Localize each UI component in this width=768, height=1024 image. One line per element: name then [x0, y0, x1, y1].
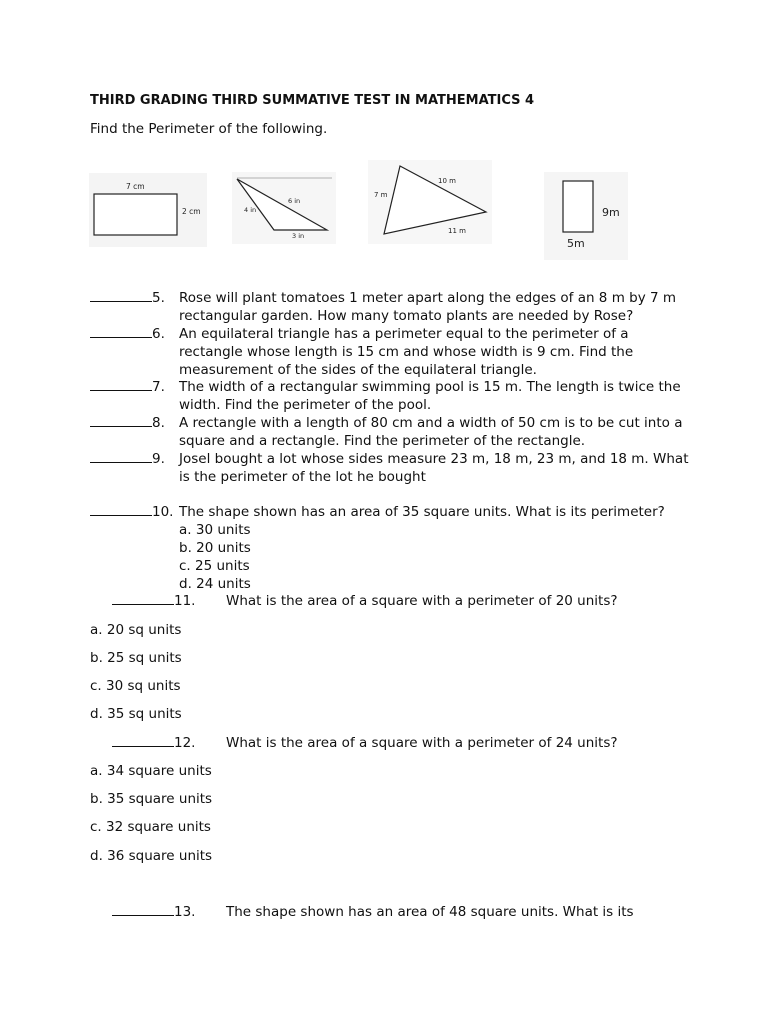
question-text: What is the area of a square with a perimeter of 20 units?: [226, 593, 618, 609]
tall-rectangle-figure: [544, 172, 628, 260]
page-title: THIRD GRADING THIRD SUMMATIVE TEST IN MATHEMATICS 4: [90, 93, 535, 108]
question-text: Josel bought a lot whose sides measure 23 m, 18 m, 23 m, and 18 m. What is the perimeter of the lot he bought: [179, 451, 689, 485]
tallrect-side-label: 9m: [602, 206, 620, 219]
tri2-left-label: 7 m: [374, 191, 388, 199]
question-6: [90, 325, 690, 379]
option-b: b. 20 units: [179, 540, 251, 556]
question-7: [90, 378, 690, 414]
tri1-top-label: 6 in: [288, 197, 301, 205]
answer-blank[interactable]: [90, 326, 152, 338]
question-text: An equilateral triangle has a perimeter equal to the perimeter of a rectangle whose length is 15 cm and whose width is 9 cm. Find the measurement of the sides of the equilateral triangle.: [179, 326, 634, 378]
question-9: [90, 450, 690, 486]
answer-blank[interactable]: [90, 379, 152, 391]
answer-blank[interactable]: [112, 593, 174, 605]
scalene-triangle-figure: [368, 160, 492, 244]
question-text: Rose will plant tomatoes 1 meter apart along the edges of an 8 m by 7 m rectangular garden. How many tomato plants are needed by Rose?: [179, 290, 677, 324]
question-number: 7.: [152, 379, 165, 395]
tri1-left-label: 4 in: [244, 206, 257, 214]
answer-blank[interactable]: [90, 290, 152, 302]
tri2-top-label: 10 m: [438, 177, 456, 185]
option-c: c. 25 units: [179, 558, 250, 574]
rect-side-label: 2 cm: [182, 207, 201, 216]
answer-blank[interactable]: [112, 735, 174, 747]
question-number: 11.: [174, 593, 196, 609]
question-5: [90, 289, 690, 325]
rectangle-figure: [88, 172, 208, 250]
option-d: d. 35 sq units: [90, 706, 182, 722]
answer-blank[interactable]: [112, 904, 174, 916]
question-number: 9.: [152, 451, 165, 467]
question-number: 10.: [152, 504, 174, 520]
question-text: The shape shown has an area of 35 square units. What is its perimeter?: [179, 504, 665, 520]
question-number: 6.: [152, 326, 165, 342]
tri1-bottom-label: 3 in: [292, 232, 305, 240]
tallrect-bottom-label: 5m: [567, 237, 585, 250]
instruction: Find the Perimeter of the following.: [90, 121, 328, 137]
question-text: The width of a rectangular swimming pool is 15 m. The length is twice the width. Find the perimeter of the pool.: [179, 379, 681, 413]
question-number: 13.: [174, 904, 196, 920]
question-number: 5.: [152, 290, 165, 306]
question-12: [112, 735, 195, 751]
question-10: [90, 503, 690, 593]
answer-blank[interactable]: [90, 504, 152, 516]
option-b: b. 25 sq units: [90, 650, 182, 666]
option-a: a. 34 square units: [90, 763, 212, 779]
option-b: b. 35 square units: [90, 791, 213, 807]
question-text: A rectangle with a length of 80 cm and a width of 50 cm is to be cut into a square and a rectangle. Find the perimeter of the rectangle.: [179, 415, 683, 449]
option-d: d. 24 units: [179, 576, 251, 592]
question-8: [90, 414, 690, 450]
obtuse-triangle-figure: [232, 172, 336, 244]
answer-blank[interactable]: [90, 415, 152, 427]
question-text: The shape shown has an area of 48 square units. What is its: [226, 904, 634, 920]
option-d: d. 36 square units: [90, 848, 213, 864]
tri2-bottom-label: 11 m: [448, 227, 466, 235]
option-c: c. 30 sq units: [90, 678, 181, 694]
option-c: c. 32 square units: [90, 819, 211, 835]
question-number: 8.: [152, 415, 165, 431]
option-a: a. 30 units: [179, 522, 251, 538]
option-a: a. 20 sq units: [90, 622, 182, 638]
question-number: 12.: [174, 735, 196, 751]
question-text: What is the area of a square with a perimeter of 24 units?: [226, 735, 618, 751]
question-13: [112, 904, 195, 920]
answer-blank[interactable]: [90, 451, 152, 463]
question-11: [112, 593, 195, 609]
rect-top-label: 7 cm: [126, 182, 145, 191]
